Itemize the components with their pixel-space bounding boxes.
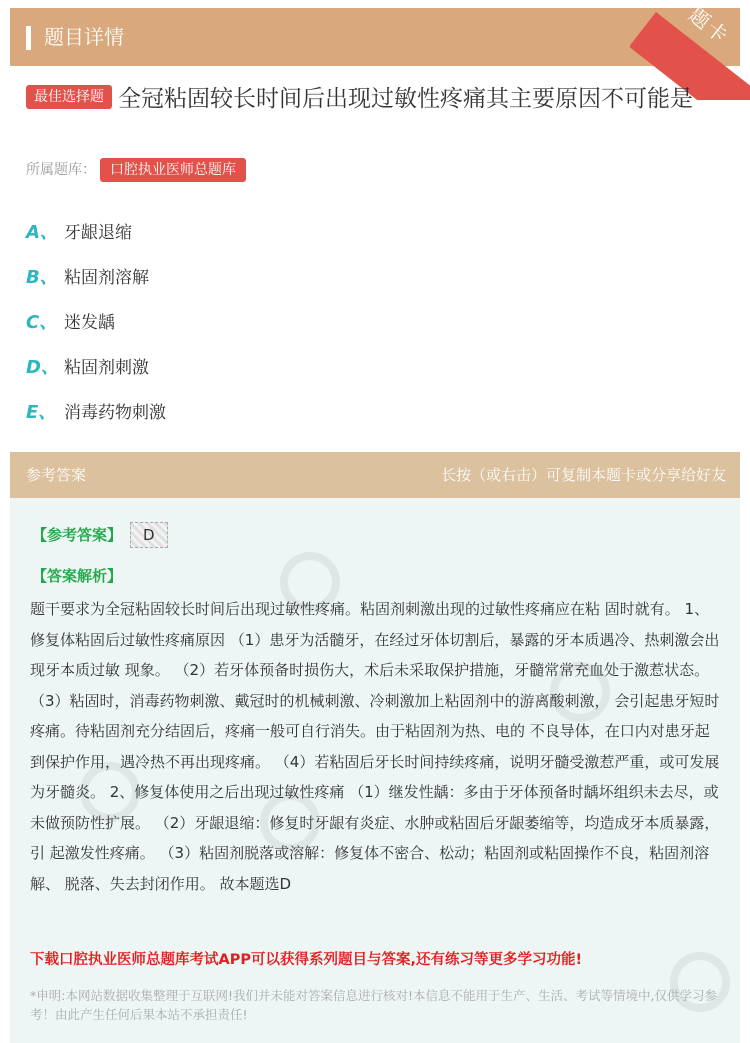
answer-label: 【参考答案】: [32, 526, 123, 544]
bank-label: 所属题库：: [26, 162, 96, 178]
question-type-badge: 最佳选择题: [26, 85, 112, 109]
answer-value: D: [130, 522, 168, 548]
question-stem: [26, 80, 726, 118]
option-d[interactable]: [26, 343, 166, 388]
option-e[interactable]: [26, 388, 166, 433]
app-download-promo[interactable]: 下载口腔执业医师总题库考试APP可以获得系列题目与答案,还有练习等更多学习功能!: [30, 952, 583, 968]
answer-panel-header: [10, 452, 740, 498]
analysis-label: 【答案解析】: [32, 567, 123, 585]
option-text: 迷发龋: [64, 313, 115, 333]
analysis-text: 题干要求为全冠粘固较长时间后出现过敏性疼痛。粘固剂刺激出现的过敏性疼痛应在粘 固时就有。 1、修复体粘固后过敏性疼痛原因 （1）患牙为活髓牙，在经过牙体切割后，暴露的牙本质遇冷、热刺激会出现牙本质过敏 现象。 （2）若牙体预备时损伤大，术后未采取保护措施，牙髓常常充血处于激惹状态。 （3）粘固时，消毒药物刺激、戴冠时的机械刺激、冷刺激加上粘固剂中的游离酸刺激， 会引起患牙短时疼痛。待粘固剂充分结固后，疼痛一般可自行消失。由于粘固剂为热、电的 不良导体，在口内对患牙起到保护作用，遇冷热不再出现疼痛。 （4）若粘固后牙长时间持续疼痛，说明牙髓受激惹严重，或可发展为牙髓炎。 2、修复体使用之后出现过敏性疼痛 （1）继发性龋：多由于牙体预备时龋坏组织未去尽，或未做预防性扩展。 （2）牙龈退缩：修复时牙龈有炎症、水肿或粘固后牙龈萎缩等，均造成牙本质暴露，引 起激发性疼痛。 （3）粘固剂脱落或溶解：修复体不密合、松动；粘固剂或粘固操作不良，粘固剂溶解、 脱落、失去封闭作用。 故本题选D: [30, 600, 720, 893]
bank-name-badge[interactable]: 口腔执业医师总题库: [100, 158, 246, 182]
option-c[interactable]: [26, 298, 166, 343]
ribbon-label: 题卡: [684, 2, 734, 49]
option-letter: B、: [26, 266, 58, 288]
answer-panel: [10, 452, 740, 1043]
option-text: 牙龈退缩: [64, 223, 132, 243]
option-letter: D、: [26, 356, 59, 378]
option-a[interactable]: [26, 208, 166, 253]
option-letter: C、: [26, 311, 58, 333]
option-letter: E、: [26, 401, 57, 423]
option-b[interactable]: [26, 253, 166, 298]
option-text: 粘固剂刺激: [64, 358, 149, 378]
option-text: 粘固剂溶解: [64, 268, 149, 288]
question-bank-row: [26, 158, 246, 182]
option-text: 消毒药物刺激: [64, 403, 166, 423]
answer-panel-title: 参考答案: [26, 466, 87, 484]
answer-row: [32, 522, 168, 548]
header-accent-bar: [26, 26, 31, 50]
option-letter: A、: [26, 221, 58, 243]
page-title: 题目详情: [44, 25, 124, 49]
share-hint: 长按（或右击）可复制本题卡或分享给好友: [440, 466, 726, 484]
options-list: [26, 208, 166, 433]
disclaimer: *申明:本网站数据收集整理于互联网!我们并未能对答案信息进行核对!本信息不能用于生产、生活、考试等情境中,仅供学习参考！由此产生任何后果本站不承担责任!: [30, 988, 717, 1022]
question-text: 全冠粘固较长时间后出现过敏性疼痛其主要原因不可能是: [118, 86, 693, 112]
